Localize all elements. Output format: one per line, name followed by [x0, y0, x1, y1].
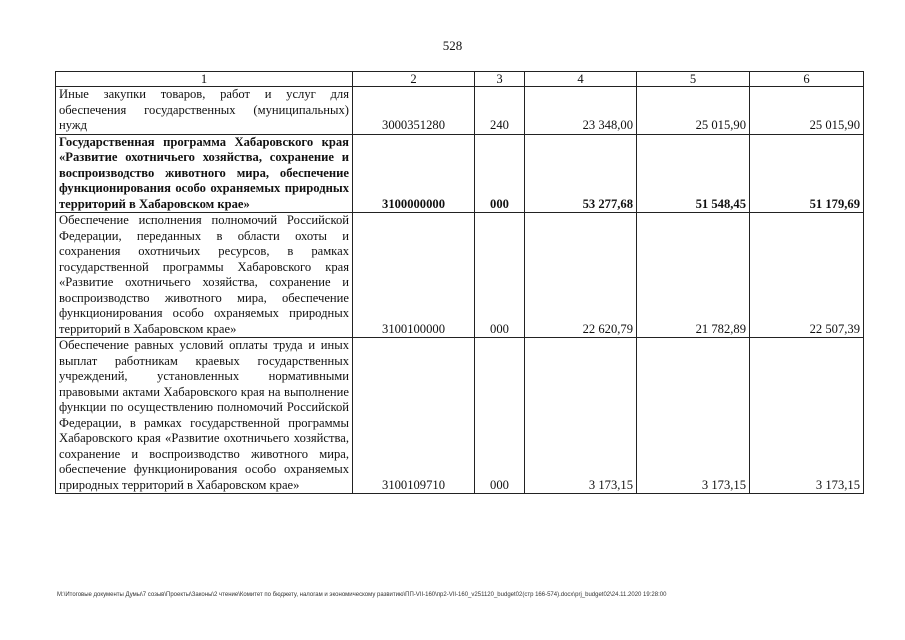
amount-col5: 51 548,45: [637, 134, 750, 213]
amount-col6: 3 173,15: [750, 338, 864, 494]
column-header: 1: [56, 72, 353, 87]
table-row: [56, 338, 864, 494]
target-article-code: 3100109710: [353, 338, 475, 494]
amount-col6: 25 015,90: [750, 87, 864, 135]
amount-col4: 53 277,68: [525, 134, 637, 213]
document-footer-path: M:\Итоговые документы Думы\7 созыв\Проекты\Законы\2 чтение\Комитет по бюджету, налогам и экономическому развитию\ПП-VII-160\пр2-VII-160_v251120_budget02(стр 166-574).docx\prj_budget02\24.11.2020 19:28:00: [57, 592, 667, 598]
amount-col4: 3 173,15: [525, 338, 637, 494]
amount-col5: 21 782,89: [637, 213, 750, 338]
column-header: 4: [525, 72, 637, 87]
expense-name: Обеспечение равных условий оплаты труда и иных выплат работникам краевых государственных учреждений, установленных нормативными правовыми актами Хабаровского края на выполнение функции по осуществлению полномочий Российской Федерации, в рамках государственной программы Хабаровского края «Развитие охотничьего хозяйства, сохранение и воспроизводство животного мира, обеспечение функционирования особо охраняемых природных территорий в Хабаровском крае»: [56, 338, 353, 494]
amount-col4: 23 348,00: [525, 87, 637, 135]
expense-kind-code: 000: [475, 213, 525, 338]
table-row: [56, 87, 864, 135]
amount-col5: 25 015,90: [637, 87, 750, 135]
amount-col6: 51 179,69: [750, 134, 864, 213]
table-row: [56, 213, 864, 338]
expense-name: Обеспечение исполнения полномочий Российской Федерации, переданных в области охоты и сохранения охотничьих ресурсов, в рамках государственной программы Хабаровского края «Развитие охотничьего хозяйства, сохранение и воспроизводство животного мира, обеспечение функционирования особо охраняемых природных территорий в Хабаровском крае»: [56, 213, 353, 338]
expense-name: Государственная программа Хабаровского края «Развитие охотничьего хозяйства, сохранение и воспроизводство животного мира, обеспечение функционирования особо охраняемых природных территорий в Хабаровском крае»: [56, 134, 353, 213]
column-header: 6: [750, 72, 864, 87]
amount-col6: 22 507,39: [750, 213, 864, 338]
amount-col4: 22 620,79: [525, 213, 637, 338]
target-article-code: 3000351280: [353, 87, 475, 135]
column-header: 3: [475, 72, 525, 87]
amount-col5: 3 173,15: [637, 338, 750, 494]
expense-kind-code: 000: [475, 134, 525, 213]
expense-kind-code: 240: [475, 87, 525, 135]
table-row: [56, 134, 864, 213]
target-article-code: 3100000000: [353, 134, 475, 213]
expense-kind-code: 000: [475, 338, 525, 494]
page-number: 528: [442, 38, 463, 53]
expense-name: Иные закупки товаров, работ и услуг для обеспечения государственных (муниципальных) нужд: [56, 87, 353, 135]
column-header: 5: [637, 72, 750, 87]
column-header: 2: [353, 72, 475, 87]
table-header-row: [56, 72, 864, 87]
target-article-code: 3100100000: [353, 213, 475, 338]
budget-table: [55, 71, 864, 494]
